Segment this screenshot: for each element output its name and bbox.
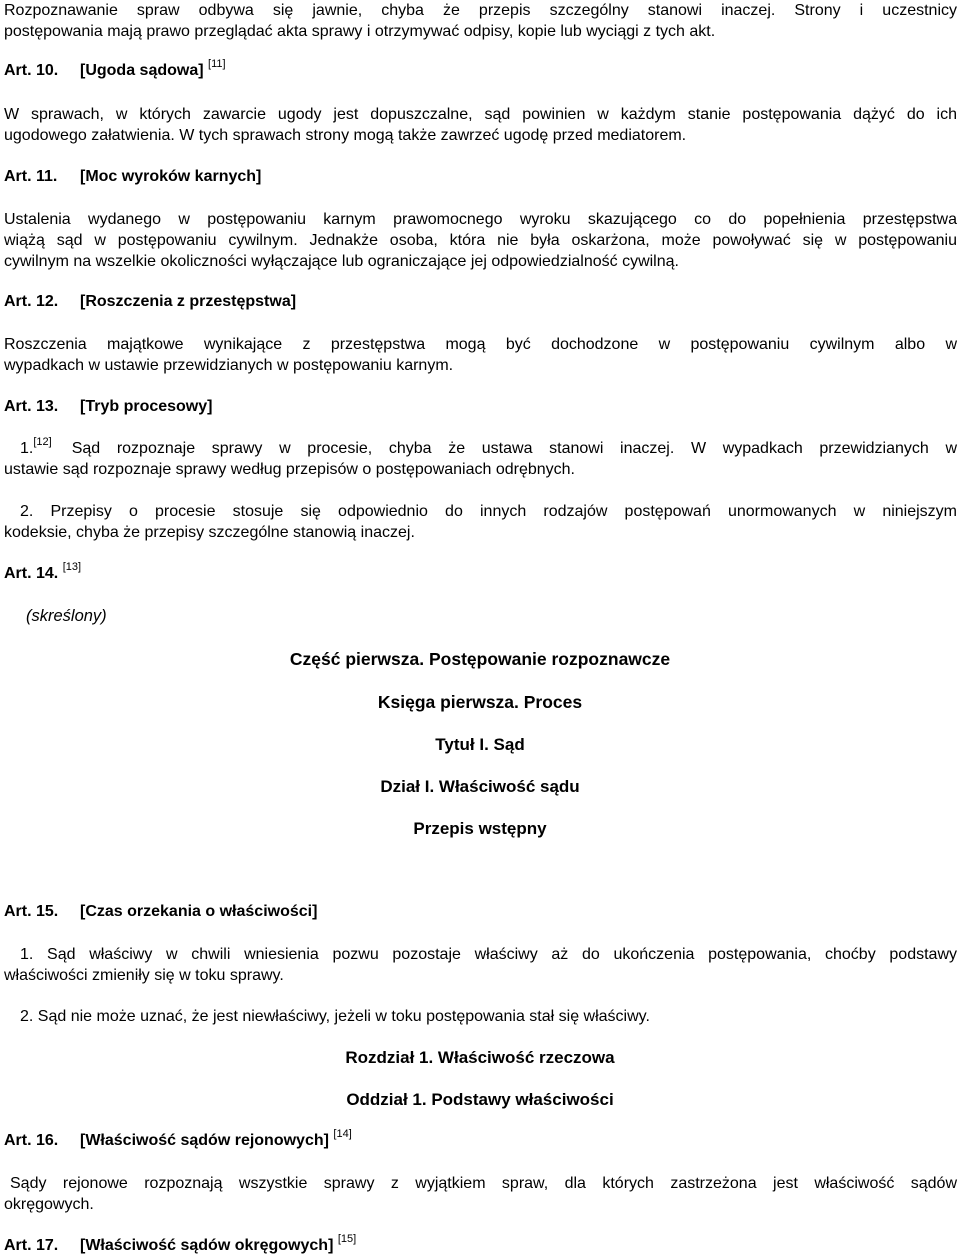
art13-para2: 2. Przepisy o procesie stosuje się odpowiednio do innych rodzajów postępowań unormowanych w niniejszym kodeksie, chyba że przepisy szczególne stanowią inaczej. xyxy=(4,503,957,541)
section-heading: Oddział 1. Podstawy właściwości xyxy=(346,1090,614,1109)
art14-heading: Art. 14. [13] xyxy=(4,561,82,582)
intro-rules-heading: Przepis wstępny xyxy=(413,819,547,838)
footnote-ref[interactable]: [13] xyxy=(62,561,82,573)
art12-body: Roszczenia majątkowe wynikające z przestępstwa mogą być dochodzone w postępowaniu cywilnym albo w wypadkach w ustawie przewidzianych w postępowaniu karnym. xyxy=(4,336,957,374)
art17-heading: Art. 17. [Właściwość sądów okręgowych] [15] xyxy=(4,1233,357,1254)
art10-heading: Art. 10. [Ugoda sądowa] [11] xyxy=(4,58,226,79)
art14-body: (skreślony) xyxy=(26,607,107,625)
footnote-ref[interactable]: [12] xyxy=(33,436,52,448)
art15-para2: 2. Sąd nie może uznać, że jest niewłaściwy, jeżeli w toku postępowania stał się właściwy. xyxy=(20,1008,650,1025)
art16-body: Sądy rejonowe rozpoznają wszystkie sprawy z wyjątkiem spraw, dla których zastrzeżona jest właściwość sądów okręgowych. xyxy=(4,1175,957,1213)
art15-heading: Art. 15. [Czas orzekania o właściwości] xyxy=(4,903,318,920)
art13-para1: 1.[12] Sąd rozpoznaje sprawy w procesie, chyba że ustawa stanowi inaczej. W wypadkach przewidzianych w ustawie sąd rozpoznaje sprawy według przepisów o postępowaniach odrębnych. xyxy=(4,436,957,478)
art13-heading: Art. 13. [Tryb procesowy] xyxy=(4,398,213,415)
art12-heading: Art. 12. [Roszczenia z przestępstwa] xyxy=(4,293,297,310)
footnote-ref[interactable]: [11] xyxy=(208,58,226,70)
book-title: Księga pierwsza. Proces xyxy=(377,692,583,712)
footnote-ref[interactable]: [15] xyxy=(337,1233,357,1245)
intro-paragraph: Rozpoznawanie spraw odbywa się jawnie, chyba że przepis szczególny stanowi inaczej. Strony i uczestnicy postępowania mają prawo przeglądać akta sprawy i otrzymywać odpisy, kopie lub wyciągi z tych akt. xyxy=(4,2,957,40)
chapter-heading: Rozdział 1. Właściwość rzeczowa xyxy=(345,1048,615,1067)
title-heading: Tytuł I. Sąd xyxy=(435,735,525,754)
division-heading: Dział I. Właściwość sądu xyxy=(380,777,580,796)
art10-body: W sprawach, w których zawarcie ugody jest dopuszczalne, sąd powinien w każdym stanie postępowania dążyć do ich ugodowego załatwienia. W tych sprawach strony mogą także zawrzeć ugodę przed mediatorem. xyxy=(4,106,957,144)
art15-para1: 1. Sąd właściwy w chwili wniesienia pozwu pozostaje właściwy aż do ukończenia postępowania, choćby podstawy właściwości zmieniły się w toku sprawy. xyxy=(4,946,957,984)
part-title: Część pierwsza. Postępowanie rozpoznawcze xyxy=(289,649,671,669)
footnote-ref[interactable]: [14] xyxy=(333,1128,352,1140)
art11-heading: Art. 11. [Moc wyroków karnych] xyxy=(4,168,262,185)
art11-body: Ustalenia wydanego w postępowaniu karnym prawomocnego wyroku skazującego co do popełnienia przestępstwa wiążą sąd w postępowaniu cywilnym. Jednakże osoba, która nie była oskarżona, może powoływać się w postępowaniu cywilnym na wszelkie okoliczności wyłączające lub ograniczające jej odpowiedzialność cywilną. xyxy=(4,211,957,270)
art16-heading: Art. 16. [Właściwość sądów rejonowych] [14] xyxy=(4,1128,352,1149)
